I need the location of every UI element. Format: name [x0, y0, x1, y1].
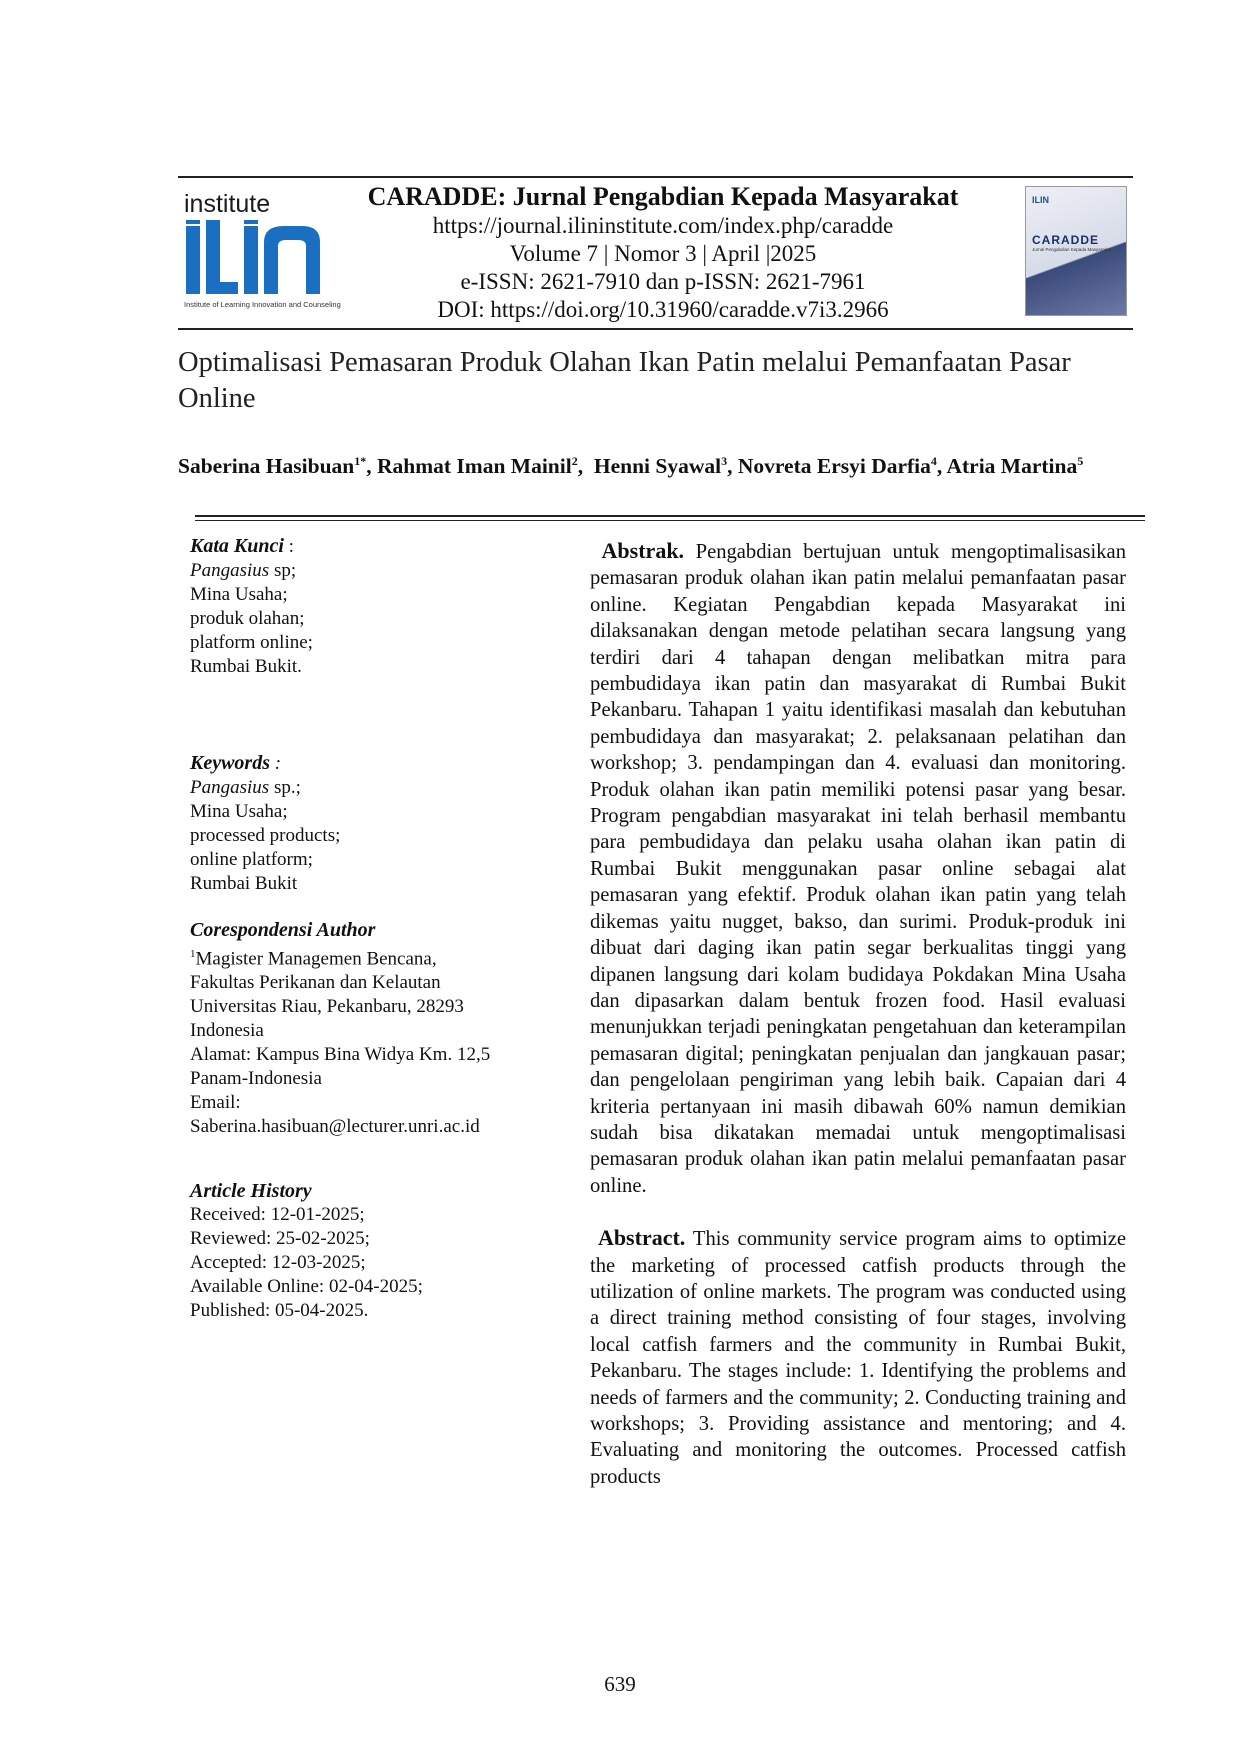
keyword-item: platform online;: [190, 632, 313, 653]
history-item: Available Online: 02-04-2025;: [190, 1276, 423, 1298]
history-item: Reviewed: 25-02-2025;: [190, 1228, 370, 1250]
correspondence-line: Fakultas Perikanan dan Kelautan: [190, 972, 441, 994]
author-affiliation: 2: [571, 454, 578, 468]
correspondence-line: Email:: [190, 1092, 241, 1114]
correspondence-heading: Corespondensi Author: [190, 919, 376, 941]
page-number: 639: [604, 1672, 636, 1696]
journal-cover-image: [1025, 186, 1127, 316]
keyword-item: Mina Usaha;: [190, 801, 288, 822]
correspondence-line: Universitas Riau, Pekanbaru, 28293: [190, 996, 464, 1018]
cover-title: CARADDE: [1032, 233, 1099, 247]
keyword-item: online platform;: [190, 849, 313, 870]
history-item: Accepted: 12-03-2025;: [190, 1252, 366, 1274]
author-name: Novreta Ersyi Darfia: [737, 454, 931, 479]
journal-info: [348, 178, 978, 324]
keyword-item: Mina Usaha;: [190, 584, 288, 605]
journal-title: CARADDE: Jurnal Pengabdian Kepada Masyarakat: [367, 182, 959, 211]
journal-header: [178, 176, 1133, 330]
correspondence-line: $^1$Magister Managemen Bencana,: [190, 948, 437, 970]
ilin-logo-icon: [184, 220, 334, 298]
article-title: Optimalisasi Pemasaran Produk Olahan Ikan Patin melalui Pemanfaatan Pasar Online: [178, 347, 1071, 414]
abstract-column: [590, 538, 1126, 1516]
divider: [195, 515, 1145, 517]
author-list: Saberina Hasibuan$^{1*}$, Rahmat Iman Mainil$^2$, Henni Syawal$^3$, Novreta Ersyi Darfia$^4$, Atria Martina$^5$: [178, 454, 1084, 479]
correspondence-line: Indonesia: [190, 1020, 264, 1042]
journal-url[interactable]: https://journal.ilininstitute.com/index.php/caradde: [432, 213, 894, 238]
abstrak-section: [590, 538, 1126, 1199]
author-name: Atria Martina: [946, 454, 1078, 479]
journal-issn: e-ISSN: 2621-7910 dan p-ISSN: 2621-7961: [460, 269, 866, 294]
author-affiliation: 3: [721, 454, 728, 468]
divider: [195, 520, 1145, 521]
cover-brand: ILIN: [1032, 195, 1049, 205]
history-item: Published: 05-04-2025.: [190, 1300, 369, 1322]
abstrak-label: Abstrak.: [601, 538, 685, 563]
keyword-item: Rumbai Bukit.: [190, 656, 302, 677]
author-name: Saberina Hasibuan: [178, 454, 355, 479]
author-email-link[interactable]: Saberina.hasibuan@lecturer.unri.ac.id: [190, 1116, 480, 1138]
keyword-item: Pangasius sp;: [190, 560, 297, 581]
logo-word: institute: [184, 190, 271, 218]
keywords-heading: Keywords: [190, 752, 270, 774]
history-item: Received: 12-01-2025;: [190, 1204, 365, 1226]
abstract-text: This community service program aims to optimize the marketing of processed catfish products through the utilization of online markets. The program was conducted using a direct training method consisting of four stages, involving local catfish farmers and the community in Rumbai Bukit, Pekanbaru. The stages include: 1. Identifying the problems and needs of farmers and the community; 2. Conducting training and workshops; 3. Providing assistance and mentoring; and 4. Evaluating and monitoring the outcomes. Processed catfish products: [590, 1228, 1126, 1488]
journal-doi[interactable]: DOI: https://doi.org/10.31960/caradde.v7i3.2966: [437, 297, 889, 322]
institute-logo: [184, 190, 341, 312]
cover-subtitle: Jurnal Pengabdian Kepada Masyarakat: [1032, 247, 1111, 252]
keyword-item: Pangasius sp.;: [190, 777, 301, 798]
keyword-item: processed products;: [190, 825, 341, 846]
correspondence-line: Alamat: Kampus Bina Widya Km. 12,5: [190, 1044, 491, 1066]
keyword-item: produk olahan;: [190, 608, 305, 629]
keyword-item: Rumbai Bukit: [190, 873, 298, 894]
journal-volume: Volume 7 | Nomor 3 | April |2025: [509, 241, 817, 266]
correspondence-line: Panam-Indonesia: [190, 1068, 322, 1090]
author-affiliation: 4: [930, 454, 937, 468]
author-affiliation: 1*: [354, 454, 367, 468]
author-name: Rahmat Iman Mainil: [377, 454, 572, 479]
abstract-label: Abstract.: [597, 1225, 686, 1251]
article-sidebar: Kata Kunci : Pangasius sp; Mina Usaha; produk olahan; platform online; Rumbai Bukit. Keywords : Pangasius sp.; Mina Usaha; processed products; online platform; Rumbai Bukit Corespondensi Author $^1$Magister Managemen Bencana, Fakultas Perikanan dan Kelautan Universitas Riau, Pekanbaru, 28293 Indonesia Alamat: Kampus Bina Widya Km. 12,5 Panam-Indonesia Email: Saberina.hasibuan@lecturer.unri.ac.id Article History Received: 12-01-2025; Reviewed: 25-02-2025; Accepted: 12-03-2025; Available Online: 02-04-2025; Published: 05-04-2025.: [190, 534, 560, 1323]
logo-subtitle: Institute of Learning Innovation and Counseling: [184, 300, 341, 309]
author-affiliation: 5: [1077, 454, 1084, 468]
abstract-section: [590, 1225, 1126, 1490]
kata-kunci-heading: Kata Kunci: [190, 535, 284, 557]
author-name: Henni Syawal: [593, 454, 722, 479]
abstrak-text: Pengabdian bertujuan untuk mengoptimalisasikan pemasaran produk olahan ikan patin melalui pemanfaatan pasar online. Kegiatan Pengabdian kepada Masyarakat ini dilaksanakan dengan metode pelatihan secara langsung yang terdiri dari 4 tahapan dengan melibatkan mitra para pembudidaya ikan patin dan masyarakat di Rumbai Bukit Pekanbaru. Tahapan 1 yaitu identifikasi masalah dan kebutuhan pembudidaya dan masyarakat; 2. pelaksanaan pelatihan dan workshop; 3. pendampingan dan 4. evaluasi dan monitoring. Produk olahan ikan patin memiliki potensi pasar yang besar. Program pengabdian masyarakat ini telah berhasil membantu para pembudidaya dan pelaku usaha olahan ikan patin di Rumbai Bukit menggunakan pasar online sebagai alat pemasaran yang efektif. Produk olahan ikan patin yang telah dikemas yaitu nugget, bakso, dan surimi. Produk-produk ini dibuat dari daging ikan patin segar berkualitas tinggi yang dipanen langsung dari kolam budidaya Pokdakan Mina Usaha dan dipasarkan dalam bentuk frozen food. Hasil evaluasi menunjukkan terjadi peningkatan pengetahuan dan keterampilan pemasaran digital; peningkatan penjualan dan jangkauan pasar; dan pengelolaan pengiriman yang lebih baik. Capaian dari 4 kriteria pertanyaan ini masih dibawah 60% namun demikian sudah bisa dikatakan memadai untuk mengoptimalisasi pemasaran produk olahan ikan patin melalui pemanfaatan pasar online.: [590, 541, 1126, 1197]
article-history-heading: Article History: [190, 1180, 312, 1203]
